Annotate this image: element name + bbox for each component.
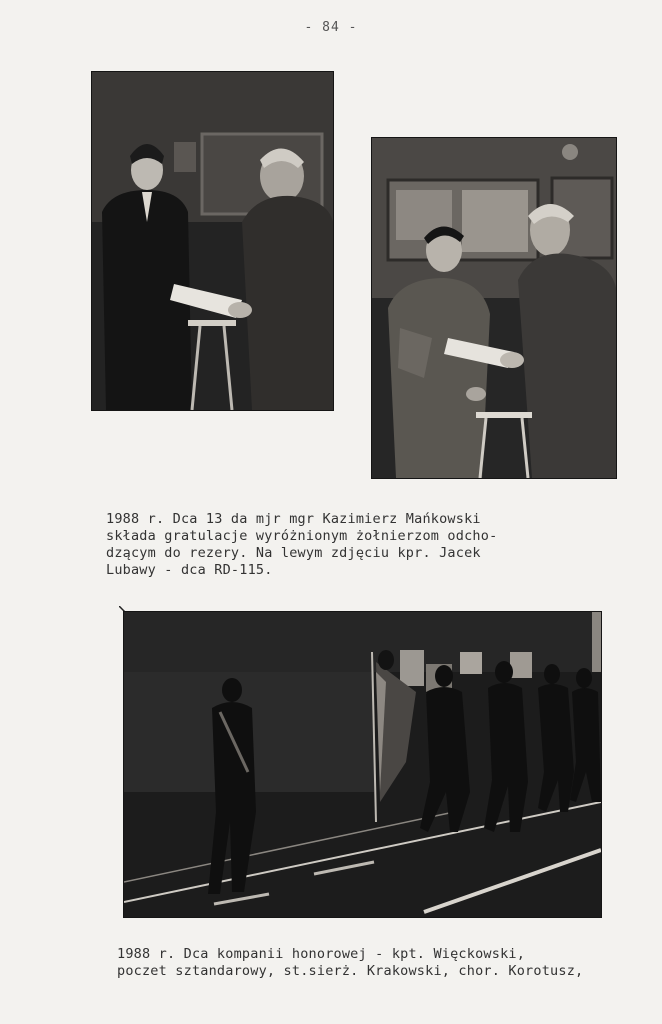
photo-honor-company-image (124, 612, 601, 917)
photo-award-right (372, 138, 616, 478)
caption-award-photos (106, 511, 546, 579)
page-number: - 84 - (304, 20, 358, 35)
photo-award-left (92, 72, 333, 410)
caption-line: 1988 r. Dca kompanii honorowej - kpt. Więckowski, (117, 946, 526, 962)
caption-line: dzącym do rezery. Na lewym zdjęciu kpr. Jacek (106, 545, 481, 561)
photo-award-left-image (92, 72, 333, 410)
photo-award-right-image (372, 138, 616, 478)
photo-honor-company (124, 612, 601, 917)
caption-line: Lubawy - dca RD-115. (106, 562, 273, 578)
caption-line: poczet sztandarowy, st.sierż. Krakowski, chor. Korotusz, (117, 963, 584, 979)
caption-line: 1988 r. Dca 13 da mjr mgr Kazimierz Mańkowski (106, 511, 481, 527)
caption-line: składa gratulacje wyróżnionym żołnierzom odcho- (106, 528, 498, 544)
caption-honor-company (117, 946, 627, 980)
